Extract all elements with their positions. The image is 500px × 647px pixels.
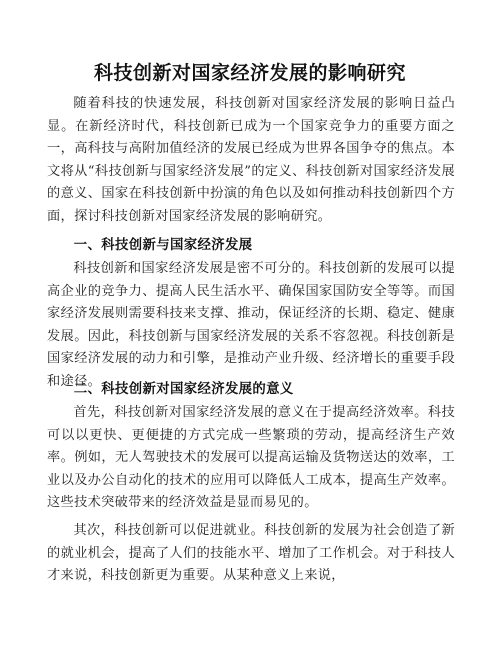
section-heading-1: 一、科技创新与国家经济发展 xyxy=(73,237,253,253)
intro-paragraph: 随着科技的快速发展，科技创新对国家经济发展的影响日益凸显。在新经济时代，科技创新已成为一个国家竞争力的重要方面之一，高科技与高附加值经济的发展已经成为世界各国争夺的焦点。本文将从“科技创新与国家经济发展”的定义、科技创新对国家经济发展的意义、国家在科技创新中扮演的角色以及如何推动科技创新四个方面，探讨科技创新对国家经济发展的影响研究。 xyxy=(47,96,455,224)
section1-paragraph: 科技创新和国家经济发展是密不可分的。科技创新的发展可以提高企业的竞争力、提高人民生活水平、确保国家国防安全等等。而国家经济发展则需要科技来支撑、推动，保证经济的长期、稳定、健康发展。因此，科技创新与国家经济发展的关系不容忽视。科技创新是国家经济发展的动力和引擎，是推动产业升级、经济增长的重要手段和途径。 xyxy=(47,261,455,389)
document-title: 科技创新对国家经济发展的影响研究 xyxy=(93,62,406,84)
section2-paragraph-1: 首先，科技创新对国家经济发展的意义在于提高经济效率。科技可以以更快、更便捷的方式完成一些繁琐的劳动，提高经济生产效率。例如，无人驾驶技术的发展可以提高运输及货物送达的效率，工业以及办公自动化的技术的应用可以降低人工成本，提高生产效率。这些技术突破带来的经济效益是显而易见的。 xyxy=(47,405,455,510)
section-heading-2: 二、科技创新对国家经济发展的意义 xyxy=(73,381,294,397)
section2-paragraph-2: 其次，科技创新可以促进就业。科技创新的发展为社会创造了新的就业机会，提高了人们的技能水平、增加了工作机会。对于科技人才来说，科技创新更为重要。从某种意义上来说， xyxy=(47,523,455,583)
